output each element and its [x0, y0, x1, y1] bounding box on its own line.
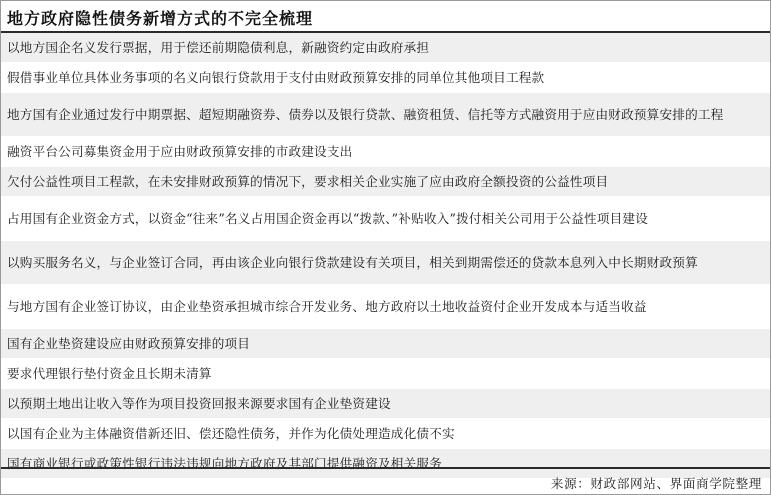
row-text: 融资平台公司募集资金用于应由财政预算安排的市政建设支出	[7, 143, 353, 159]
table-row	[1, 329, 770, 359]
table-row	[1, 63, 770, 93]
row-text: 国有商业银行或政策性银行违法违规向地方政府及其部门提供融资及相关服务	[7, 455, 442, 471]
table-row	[1, 359, 770, 389]
table-row	[1, 167, 770, 197]
row-text: 以地方国企名义发行票据，用于偿还前期隐债利息，新融资约定由政府承担	[7, 39, 430, 55]
source-note: 来源：财政部网站、界面商学院整理	[1, 467, 770, 494]
row-text: 以国有企业为主体融资借新还旧、偿还隐性债务，并作为化债处理造成化债不实	[7, 425, 455, 441]
row-text: 以预期土地出让收入等作为项目投资回报来源要求国有企业垫资建设	[7, 395, 391, 411]
table-row	[1, 419, 770, 449]
row-text: 以购买服务名义，与企业签订合同，再由该企业向银行贷款建设有关项目，相关到期需偿还的贷款本息列入中长期财政预算	[7, 254, 698, 270]
table-title: 地方政府隐性债务新增方式的不完全梳理	[7, 9, 314, 28]
table-row	[1, 93, 770, 137]
row-text: 假借事业单位具体业务事项的名义向银行贷款用于支付由财政预算安排的同单位其他项目工程款	[7, 69, 545, 85]
rows-list	[1, 33, 770, 479]
table-row	[1, 137, 770, 167]
row-text: 地方国有企业通过发行中期票据、超短期融资券、债券以及银行贷款、融资租赁、信托等方式融资用于应由财政预算安排的工程	[7, 106, 724, 122]
row-text: 要求代理银行垫付资金且长期未清算	[7, 365, 212, 381]
title-bar	[1, 1, 770, 33]
row-text: 国有企业垫资建设应由财政预算安排的项目	[7, 335, 251, 351]
table-row	[1, 197, 770, 241]
row-text: 占用国有企业资金方式，以资金“往来”名义占用国企资金再以“拨款、”补贴收入”拨付相关公司用于公益性项目建设	[7, 210, 648, 226]
table-row	[1, 241, 770, 285]
row-text: 欠付公益性项目工程款，在未安排财政预算的情况下，要求相关企业实施了应由政府全额投资的公益性项目	[7, 173, 609, 189]
row-text: 与地方国有企业签订协议，由企业垫资承担城市综合开发业务、地方政府以土地收益资付企业开发成本与适当收益	[7, 298, 647, 314]
table-row	[1, 33, 770, 63]
table-row	[1, 285, 770, 329]
table-row	[1, 389, 770, 419]
